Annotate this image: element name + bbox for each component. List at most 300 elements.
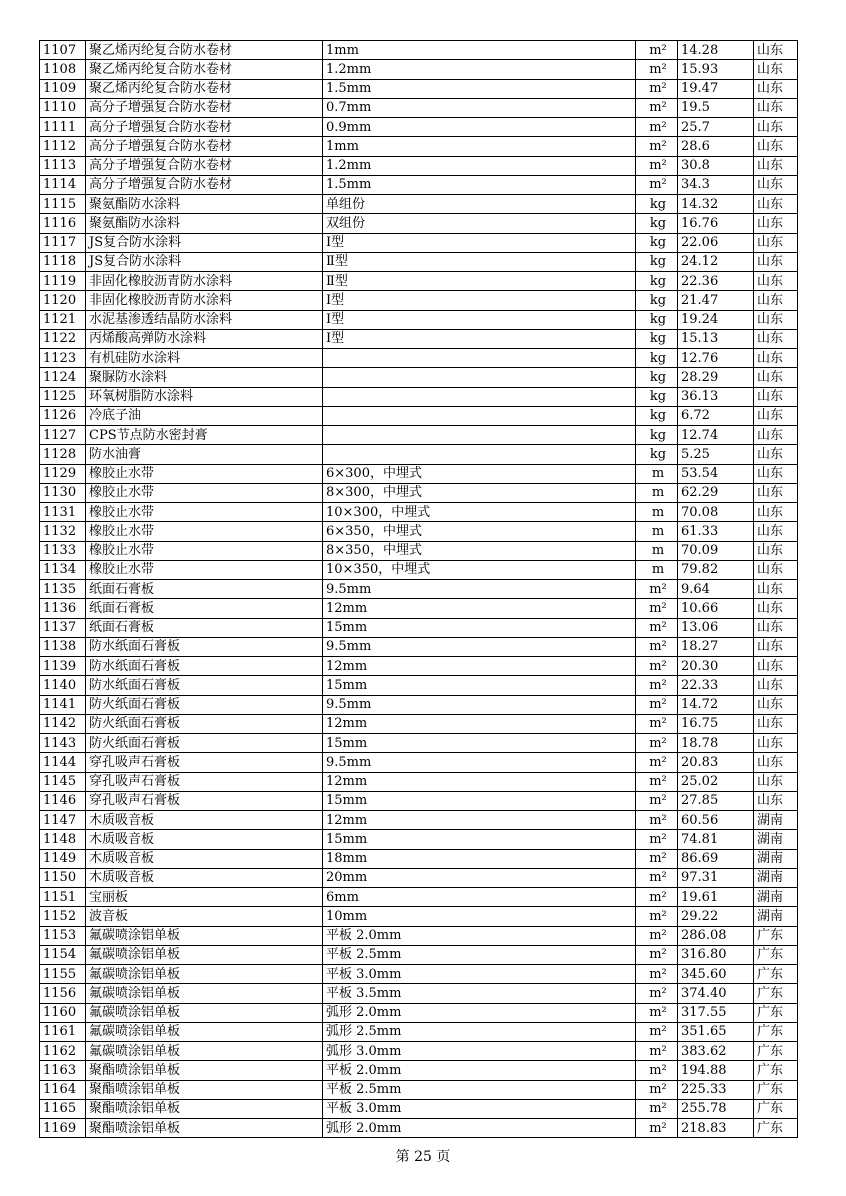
item-region: 湖南 [754, 830, 798, 849]
item-number: 1145 [40, 772, 86, 791]
table-row [40, 714, 798, 733]
item-spec: Ⅱ型 [323, 272, 636, 291]
item-region: 山东 [754, 772, 798, 791]
table-row [40, 349, 798, 368]
item-price: 9.64 [678, 580, 754, 599]
item-name: 橡胶止水带 [86, 541, 323, 560]
item-unit: m [636, 560, 678, 579]
item-region: 山东 [754, 214, 798, 233]
item-unit: kg [636, 368, 678, 387]
table-row [40, 272, 798, 291]
item-number: 1114 [40, 175, 86, 194]
item-price: 61.33 [678, 522, 754, 541]
price-table [39, 40, 798, 1138]
table-row [40, 291, 798, 310]
table-row [40, 811, 798, 830]
item-spec: 9.5mm [323, 753, 636, 772]
item-region: 山东 [754, 406, 798, 425]
item-price: 351.65 [678, 1022, 754, 1041]
item-spec: 平板 2.5mm [323, 945, 636, 964]
item-unit: m [636, 503, 678, 522]
table-row [40, 888, 798, 907]
item-spec: 平板 3.5mm [323, 984, 636, 1003]
item-unit: kg [636, 445, 678, 464]
item-unit: m [636, 522, 678, 541]
item-number: 1161 [40, 1022, 86, 1041]
item-region: 山东 [754, 387, 798, 406]
item-spec: 平板 2.0mm [323, 926, 636, 945]
item-price: 19.47 [678, 79, 754, 98]
item-region: 山东 [754, 175, 798, 194]
item-number: 1136 [40, 599, 86, 618]
item-spec: 10×300，中埋式 [323, 503, 636, 522]
item-name: 水泥基渗透结晶防水涂料 [86, 310, 323, 329]
item-spec: 6×300，中埋式 [323, 464, 636, 483]
item-price: 21.47 [678, 291, 754, 310]
item-price: 86.69 [678, 849, 754, 868]
item-region: 山东 [754, 291, 798, 310]
item-region: 湖南 [754, 849, 798, 868]
item-number: 1142 [40, 714, 86, 733]
item-price: 16.75 [678, 714, 754, 733]
item-region: 广东 [754, 1099, 798, 1118]
item-spec: I型 [323, 310, 636, 329]
item-number: 1112 [40, 137, 86, 156]
item-region: 湖南 [754, 888, 798, 907]
item-number: 1117 [40, 233, 86, 252]
item-number: 1110 [40, 98, 86, 117]
item-name: 氟碳喷涂铝单板 [86, 984, 323, 1003]
table-row [40, 618, 798, 637]
item-price: 10.66 [678, 599, 754, 618]
item-name: 聚酯喷涂铝单板 [86, 1099, 323, 1118]
item-name: 聚氨酯防水涂料 [86, 195, 323, 214]
item-price: 6.72 [678, 406, 754, 425]
item-name: 波音板 [86, 907, 323, 926]
item-name: 聚脲防水涂料 [86, 368, 323, 387]
table-row [40, 310, 798, 329]
item-name: 氟碳喷涂铝单板 [86, 1003, 323, 1022]
table-row [40, 156, 798, 175]
item-name: 木质吸音板 [86, 868, 323, 887]
item-number: 1149 [40, 849, 86, 868]
item-price: 34.3 [678, 175, 754, 194]
item-unit: m² [636, 965, 678, 984]
item-number: 1162 [40, 1042, 86, 1061]
item-unit: m [636, 483, 678, 502]
item-number: 1113 [40, 156, 86, 175]
item-spec: Ⅱ型 [323, 252, 636, 271]
item-name: 橡胶止水带 [86, 483, 323, 502]
item-price: 28.6 [678, 137, 754, 156]
item-number: 1133 [40, 541, 86, 560]
item-number: 1144 [40, 753, 86, 772]
item-region: 山东 [754, 252, 798, 271]
table-row [40, 657, 798, 676]
item-region: 山东 [754, 79, 798, 98]
item-number: 1111 [40, 118, 86, 137]
item-region: 广东 [754, 1042, 798, 1061]
item-region: 广东 [754, 1003, 798, 1022]
item-name: 氟碳喷涂铝单板 [86, 965, 323, 984]
table-row [40, 560, 798, 579]
item-spec: 12mm [323, 811, 636, 830]
item-spec: 0.9mm [323, 118, 636, 137]
item-name: 木质吸音板 [86, 849, 323, 868]
item-number: 1119 [40, 272, 86, 291]
item-unit: kg [636, 252, 678, 271]
table-row [40, 329, 798, 348]
item-spec: 平板 2.0mm [323, 1061, 636, 1080]
item-name: 穿孔吸声石膏板 [86, 772, 323, 791]
item-price: 316.80 [678, 945, 754, 964]
item-number: 1150 [40, 868, 86, 887]
item-number: 1121 [40, 310, 86, 329]
table-row [40, 60, 798, 79]
table-row [40, 637, 798, 656]
item-region: 广东 [754, 945, 798, 964]
item-price: 22.36 [678, 272, 754, 291]
table-row [40, 695, 798, 714]
item-name: 环氧树脂防水涂料 [86, 387, 323, 406]
item-spec: 12mm [323, 657, 636, 676]
item-name: 纸面石膏板 [86, 599, 323, 618]
table-row [40, 868, 798, 887]
item-spec [323, 387, 636, 406]
item-price: 25.02 [678, 772, 754, 791]
item-spec: 8×300，中埋式 [323, 483, 636, 502]
item-region: 山东 [754, 753, 798, 772]
item-price: 22.06 [678, 233, 754, 252]
item-spec: 1mm [323, 137, 636, 156]
item-spec: I型 [323, 233, 636, 252]
item-number: 1125 [40, 387, 86, 406]
item-spec [323, 368, 636, 387]
item-price: 22.33 [678, 676, 754, 695]
item-region: 山东 [754, 522, 798, 541]
item-unit: m² [636, 156, 678, 175]
item-number: 1135 [40, 580, 86, 599]
item-spec [323, 349, 636, 368]
page-number: 第 25 页 [395, 1149, 451, 1165]
item-region: 广东 [754, 1119, 798, 1138]
item-name: 非固化橡胶沥青防水涂料 [86, 272, 323, 291]
item-unit: m [636, 464, 678, 483]
table-body [40, 41, 798, 1138]
item-price: 14.72 [678, 695, 754, 714]
item-number: 1109 [40, 79, 86, 98]
table-row [40, 233, 798, 252]
item-name: 高分子增强复合防水卷材 [86, 137, 323, 156]
item-number: 1152 [40, 907, 86, 926]
item-number: 1120 [40, 291, 86, 310]
table-row [40, 175, 798, 194]
item-name: 氟碳喷涂铝单板 [86, 1022, 323, 1041]
item-region: 广东 [754, 984, 798, 1003]
item-name: 木质吸音板 [86, 830, 323, 849]
item-price: 12.74 [678, 426, 754, 445]
item-unit: m² [636, 1061, 678, 1080]
table-row [40, 580, 798, 599]
item-name: 聚酯喷涂铝单板 [86, 1119, 323, 1138]
item-region: 山东 [754, 310, 798, 329]
item-price: 60.56 [678, 811, 754, 830]
item-unit: m² [636, 676, 678, 695]
item-unit: m² [636, 849, 678, 868]
item-unit: kg [636, 195, 678, 214]
item-number: 1137 [40, 618, 86, 637]
item-region: 山东 [754, 734, 798, 753]
item-region: 山东 [754, 618, 798, 637]
table-row [40, 137, 798, 156]
item-region: 山东 [754, 272, 798, 291]
item-spec: 1.5mm [323, 175, 636, 194]
table-row [40, 926, 798, 945]
item-spec: 平板 3.0mm [323, 965, 636, 984]
item-number: 1115 [40, 195, 86, 214]
item-price: 79.82 [678, 560, 754, 579]
item-spec: 18mm [323, 849, 636, 868]
item-number: 1156 [40, 984, 86, 1003]
item-region: 山东 [754, 98, 798, 117]
item-price: 53.54 [678, 464, 754, 483]
item-region: 广东 [754, 1080, 798, 1099]
item-region: 广东 [754, 926, 798, 945]
item-price: 74.81 [678, 830, 754, 849]
item-spec: 弧形 2.0mm [323, 1003, 636, 1022]
item-unit: m² [636, 714, 678, 733]
item-number: 1151 [40, 888, 86, 907]
item-region: 湖南 [754, 811, 798, 830]
item-name: 丙烯酸高弹防水涂料 [86, 329, 323, 348]
item-unit: m² [636, 926, 678, 945]
table-row [40, 830, 798, 849]
item-name: 橡胶止水带 [86, 522, 323, 541]
item-name: 非固化橡胶沥青防水涂料 [86, 291, 323, 310]
item-number: 1122 [40, 329, 86, 348]
item-region: 山东 [754, 676, 798, 695]
item-price: 15.13 [678, 329, 754, 348]
item-spec: 平板 2.5mm [323, 1080, 636, 1099]
item-price: 27.85 [678, 791, 754, 810]
item-region: 山东 [754, 560, 798, 579]
item-price: 5.25 [678, 445, 754, 464]
item-unit: m² [636, 1080, 678, 1099]
item-unit: kg [636, 233, 678, 252]
item-name: 聚乙烯丙纶复合防水卷材 [86, 79, 323, 98]
item-name: 氟碳喷涂铝单板 [86, 926, 323, 945]
item-price: 14.28 [678, 41, 754, 60]
item-price: 18.78 [678, 734, 754, 753]
table-row [40, 214, 798, 233]
item-region: 山东 [754, 580, 798, 599]
item-unit: m² [636, 1119, 678, 1138]
item-name: 聚乙烯丙纶复合防水卷材 [86, 60, 323, 79]
table-row [40, 483, 798, 502]
item-region: 山东 [754, 714, 798, 733]
item-unit: m² [636, 580, 678, 599]
item-number: 1163 [40, 1061, 86, 1080]
item-number: 1155 [40, 965, 86, 984]
table-row [40, 849, 798, 868]
item-name: 冷底子油 [86, 406, 323, 425]
item-spec: 9.5mm [323, 695, 636, 714]
item-number: 1160 [40, 1003, 86, 1022]
item-price: 19.61 [678, 888, 754, 907]
item-spec [323, 445, 636, 464]
item-number: 1141 [40, 695, 86, 714]
item-region: 广东 [754, 1061, 798, 1080]
item-name: 聚氨酯防水涂料 [86, 214, 323, 233]
table-row [40, 1022, 798, 1041]
item-number: 1123 [40, 349, 86, 368]
item-unit: kg [636, 406, 678, 425]
item-price: 345.60 [678, 965, 754, 984]
item-name: 防水纸面石膏板 [86, 676, 323, 695]
item-spec: 15mm [323, 830, 636, 849]
item-name: 橡胶止水带 [86, 464, 323, 483]
table-row [40, 522, 798, 541]
item-region: 山东 [754, 349, 798, 368]
item-spec: 15mm [323, 676, 636, 695]
item-unit: m² [636, 60, 678, 79]
item-unit: kg [636, 310, 678, 329]
item-spec: 12mm [323, 714, 636, 733]
item-name: 穿孔吸声石膏板 [86, 791, 323, 810]
item-unit: m² [636, 811, 678, 830]
item-spec: 6mm [323, 888, 636, 907]
table-row [40, 772, 798, 791]
item-price: 30.8 [678, 156, 754, 175]
table-row [40, 195, 798, 214]
item-region: 山东 [754, 41, 798, 60]
item-price: 383.62 [678, 1042, 754, 1061]
item-price: 28.29 [678, 368, 754, 387]
table-row [40, 426, 798, 445]
item-spec: I型 [323, 329, 636, 348]
table-row [40, 406, 798, 425]
item-spec: I型 [323, 291, 636, 310]
table-row [40, 368, 798, 387]
item-number: 1164 [40, 1080, 86, 1099]
item-number: 1143 [40, 734, 86, 753]
item-unit: kg [636, 329, 678, 348]
item-region: 山东 [754, 368, 798, 387]
item-number: 1147 [40, 811, 86, 830]
item-name: JS复合防水涂料 [86, 233, 323, 252]
table-row [40, 1042, 798, 1061]
item-name: 橡胶止水带 [86, 560, 323, 579]
item-spec [323, 406, 636, 425]
item-number: 1153 [40, 926, 86, 945]
item-unit: m² [636, 830, 678, 849]
item-unit: m² [636, 137, 678, 156]
item-region: 山东 [754, 541, 798, 560]
item-spec: 15mm [323, 618, 636, 637]
item-region: 山东 [754, 464, 798, 483]
item-spec: 10mm [323, 907, 636, 926]
item-spec: 1.2mm [323, 60, 636, 79]
item-number: 1108 [40, 60, 86, 79]
item-unit: m² [636, 657, 678, 676]
table-row [40, 734, 798, 753]
item-name: 有机硅防水涂料 [86, 349, 323, 368]
table-row [40, 541, 798, 560]
item-unit: m² [636, 79, 678, 98]
item-price: 29.22 [678, 907, 754, 926]
item-name: 高分子增强复合防水卷材 [86, 118, 323, 137]
item-price: 20.30 [678, 657, 754, 676]
item-name: JS复合防水涂料 [86, 252, 323, 271]
item-spec: 0.7mm [323, 98, 636, 117]
item-number: 1132 [40, 522, 86, 541]
item-spec: 9.5mm [323, 637, 636, 656]
table-row [40, 1003, 798, 1022]
item-price: 18.27 [678, 637, 754, 656]
item-spec: 10×350，中埋式 [323, 560, 636, 579]
item-region: 山东 [754, 233, 798, 252]
item-region: 山东 [754, 637, 798, 656]
item-number: 1139 [40, 657, 86, 676]
item-spec: 9.5mm [323, 580, 636, 599]
item-number: 1130 [40, 483, 86, 502]
item-unit: m² [636, 695, 678, 714]
table-row [40, 676, 798, 695]
item-price: 374.40 [678, 984, 754, 1003]
item-number: 1169 [40, 1119, 86, 1138]
item-spec: 8×350，中埋式 [323, 541, 636, 560]
table-row [40, 1119, 798, 1138]
table-row [40, 945, 798, 964]
item-price: 24.12 [678, 252, 754, 271]
item-unit: m² [636, 772, 678, 791]
item-number: 1148 [40, 830, 86, 849]
item-region: 山东 [754, 137, 798, 156]
item-name: 高分子增强复合防水卷材 [86, 98, 323, 117]
item-unit: m² [636, 41, 678, 60]
item-unit: kg [636, 387, 678, 406]
item-number: 1146 [40, 791, 86, 810]
item-unit: kg [636, 272, 678, 291]
item-region: 山东 [754, 329, 798, 348]
item-spec: 15mm [323, 791, 636, 810]
item-unit: kg [636, 291, 678, 310]
item-spec: 20mm [323, 868, 636, 887]
table-row [40, 118, 798, 137]
item-price: 70.08 [678, 503, 754, 522]
item-name: CPS节点防水密封膏 [86, 426, 323, 445]
item-price: 36.13 [678, 387, 754, 406]
item-unit: m² [636, 907, 678, 926]
item-region: 山东 [754, 195, 798, 214]
table-row [40, 1080, 798, 1099]
item-unit: m² [636, 888, 678, 907]
item-region: 山东 [754, 426, 798, 445]
item-name: 防水纸面石膏板 [86, 637, 323, 656]
item-region: 山东 [754, 791, 798, 810]
table-row [40, 464, 798, 483]
table-row [40, 907, 798, 926]
item-spec: 6×350，中埋式 [323, 522, 636, 541]
item-unit: m² [636, 618, 678, 637]
table-row [40, 252, 798, 271]
item-unit: m² [636, 945, 678, 964]
item-number: 1128 [40, 445, 86, 464]
item-price: 286.08 [678, 926, 754, 945]
item-region: 山东 [754, 483, 798, 502]
item-region: 湖南 [754, 868, 798, 887]
item-unit: m² [636, 175, 678, 194]
